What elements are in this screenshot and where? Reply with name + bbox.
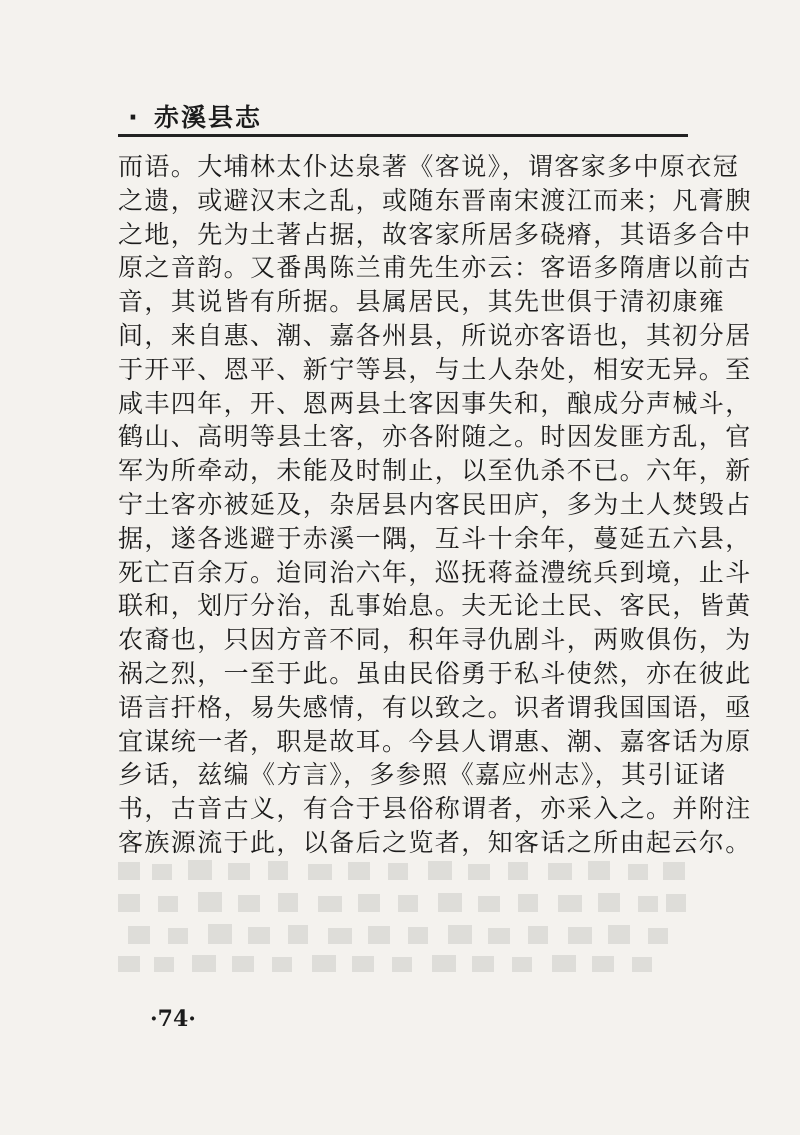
text-line: 原之音韵。又番禺陈兰甫先生亦云：客语多隋唐以前古: [118, 253, 752, 283]
text-line: 死亡百余万。迨同治六年，巡抚蒋益澧统兵到境，止斗: [118, 557, 752, 587]
page-number: ·74·: [150, 1006, 196, 1032]
text-line: 书，古音古义，有合于县俗称谓者，亦采入之。并附注: [118, 794, 752, 824]
text-line: 间，来自惠、潮、嘉各州县，所说亦客语也，其初分居: [118, 320, 752, 350]
running-header: [118, 104, 688, 132]
text-line: 音，其说皆有所据。县属居民，其先世俱于清初康雍: [118, 287, 726, 317]
text-line: 之地，先为土著占据，故客家所居多硗瘠，其语多合中: [118, 219, 752, 249]
text-line: 鹤山、高明等县土客，亦各附随之。时因发匪方乱，官: [118, 422, 752, 452]
text-line: 之遗，或避汉末之乱，或随东晋南宋渡江而来；凡膏腴: [118, 185, 752, 215]
header-rule: [118, 134, 688, 137]
bleed-through-texture: [118, 854, 688, 974]
text-line: 祸之烈，一至于此。虽由民俗勇于私斗使然，亦在彼此: [118, 658, 752, 688]
text-line: 而语。大埔林太仆达泉著《客说》，谓客家多中原衣冠: [118, 152, 740, 181]
text-line: 农裔也，只因方音不同，积年寻仇剧斗，两败俱伤，为: [118, 625, 752, 655]
header-title: 赤溪县志: [154, 103, 263, 132]
text-line: 咸丰四年，开、恩两县土客因事失和，酿成分声械斗，: [118, 388, 752, 418]
text-line: 联和，划厅分治，乱事始息。夫无论土民、客民，皆黄: [118, 591, 752, 621]
bleed-through-marks: [118, 854, 688, 974]
header-dot: ·: [128, 103, 138, 133]
text-line: 乡话，兹编《方言》，多参照《嘉应州志》，其引证诸: [118, 760, 727, 790]
text-line: 客族源流于此，以备后之览者，知客话之所由起云尔。: [118, 827, 752, 857]
body-text: [118, 150, 752, 860]
text-line: 据，遂各逃避于赤溪一隅，互斗十余年，蔓延五六县，: [118, 523, 752, 553]
text-line: 语言扞格，易失感情，有以致之。识者谓我国国语，亟: [118, 692, 752, 722]
text-line: 宜谋统一者，职是故耳。今县人谓惠、潮、嘉客话为原: [118, 726, 752, 756]
text-line: 于开平、恩平、新宁等县，与土人杂处，相安无异。至: [118, 354, 752, 384]
text-line: 宁土客亦被延及，杂居县内客民田庐，多为土人焚毁占: [118, 489, 752, 519]
text-line: 军为所牵动，未能及时制止，以至仇杀不已。六年，新: [118, 456, 752, 486]
